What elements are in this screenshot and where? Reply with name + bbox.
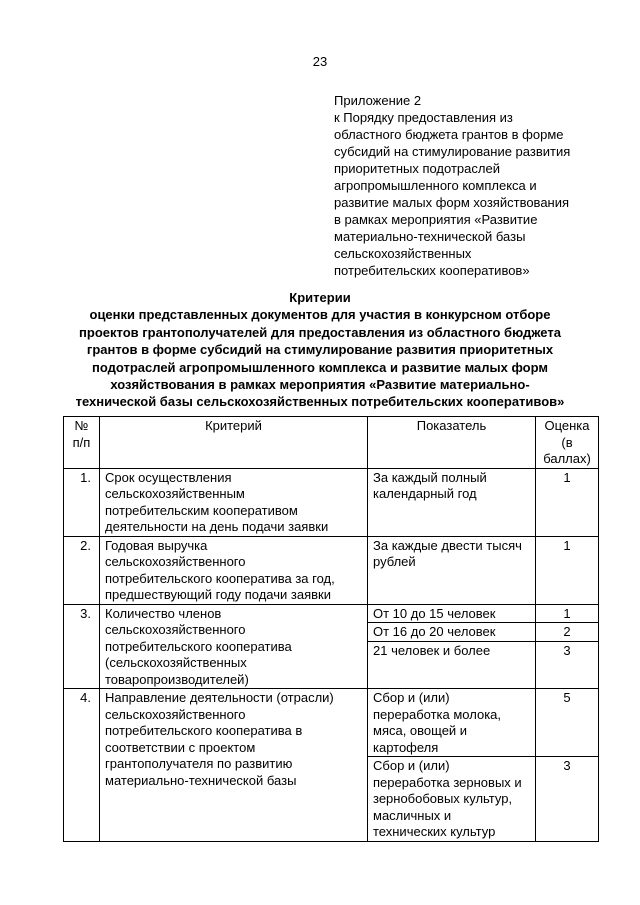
indicator-cell: За каждый полный календарный год xyxy=(368,468,536,536)
criterion-cell: Годовая выручка сельскохозяйственного потребительского кооператива за год, предшествующий году подачи заявки xyxy=(100,536,368,604)
criterion-cell: Срок осуществления сельскохозяйственным потребительским кооперативом деятельности на день подачи заявки xyxy=(100,468,368,536)
row-number: 2. xyxy=(64,536,100,604)
header-criterion: Критерий xyxy=(100,417,368,469)
table-row xyxy=(64,604,599,689)
title-line: подотраслей агропромышленного комплекса и развитие малых форм xyxy=(91,359,549,375)
table-header-row xyxy=(64,417,599,469)
title-line: технической базы сельскохозяйственных потребительских кооперативов» xyxy=(75,394,565,410)
appendix-line: развитие малых форм хозяйствования xyxy=(334,195,570,210)
score-option: 3 xyxy=(563,758,571,773)
appendix-line: приоритетных подотраслей xyxy=(334,161,500,176)
appendix-note xyxy=(334,92,594,279)
appendix-line: сельскохозяйственных xyxy=(334,246,472,261)
score-cell: 1 xyxy=(536,468,599,536)
score-cell: 1 xyxy=(536,536,599,604)
title-line: Критерии xyxy=(289,290,351,305)
criteria-table xyxy=(63,416,599,842)
title-line: оценки представленных документов для участия в конкурсном отборе xyxy=(89,307,551,323)
appendix-line: субсидий на стимулирование развития xyxy=(334,144,571,159)
row-number: 1. xyxy=(64,468,100,536)
appendix-line: потребительских кооперативов» xyxy=(334,263,530,278)
title-line: хозяйствования в рамках мероприятия «Развитие материально- xyxy=(110,377,530,393)
appendix-line: к Порядку предоставления из xyxy=(334,110,513,125)
header-score: Оценка (в баллах) xyxy=(536,417,599,469)
table-row xyxy=(64,468,599,536)
row-number: 3. xyxy=(64,604,100,689)
indicator-option: От 10 до 15 человек xyxy=(368,605,535,624)
title-line: проектов грантополучателей для предоставления из областного бюджета xyxy=(79,324,561,340)
page-number: 23 xyxy=(312,54,328,69)
criterion-cell: Направление деятельности (отрасли) сельскохозяйственного потребительского кооператива в соответствии с проектом грантополучателя по развитию материально-технической базы xyxy=(100,689,368,842)
appendix-line: в рамках мероприятия «Развитие xyxy=(334,212,538,227)
appendix-line: материально-технической базы xyxy=(334,229,526,244)
score-option: 2 xyxy=(536,623,598,642)
score-option: 5 xyxy=(536,689,598,757)
indicator-option: От 16 до 20 человек xyxy=(368,623,535,642)
criterion-cell: Количество членов сельскохозяйственного потребительского кооператива (сельскохозяйственных товаропроизводителей) xyxy=(100,604,368,689)
indicator-cell: За каждые двести тысяч рублей xyxy=(368,536,536,604)
indicator-cell xyxy=(368,604,536,689)
score-cell xyxy=(536,689,599,842)
appendix-line: областного бюджета грантов в форме xyxy=(334,127,564,142)
score-cell xyxy=(536,604,599,689)
title-line: грантов в форме субсидий на стимулирование развития приоритетных xyxy=(86,342,554,358)
document-title xyxy=(0,289,640,411)
indicator-cell xyxy=(368,689,536,842)
indicator-option: Сбор и (или) переработка молока, мяса, овощей и картофеля xyxy=(368,689,535,757)
score-option: 1 xyxy=(536,605,598,624)
appendix-line: агропромышленного комплекса и xyxy=(334,178,537,193)
row-number: 4. xyxy=(64,689,100,842)
indicator-option: 21 человек и более xyxy=(373,642,491,658)
appendix-line: Приложение 2 xyxy=(334,93,422,108)
indicator-option: Сбор и (или) переработка зерновых и зернобобовых культур, масличных и технических культур xyxy=(373,758,522,839)
table-row xyxy=(64,536,599,604)
header-num: № п/п xyxy=(64,417,100,469)
header-indicator: Показатель xyxy=(368,417,536,469)
score-option: 3 xyxy=(563,642,571,658)
table-row xyxy=(64,689,599,842)
